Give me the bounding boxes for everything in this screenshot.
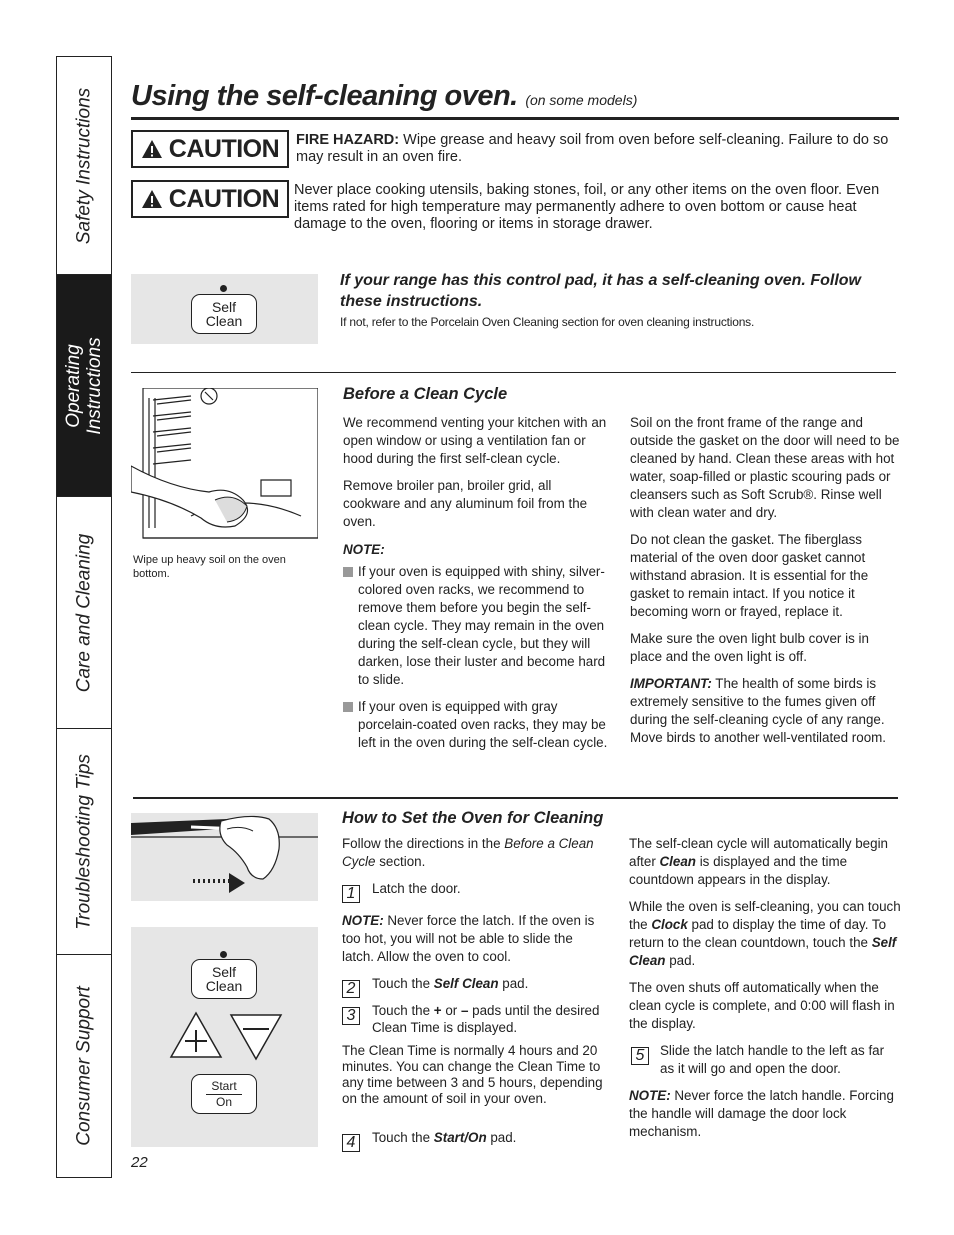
start-on-pad[interactable]: Start On (191, 1074, 257, 1114)
tab-operating-instructions[interactable] (57, 275, 111, 497)
paragraph: Soil on the front frame of the range and outside the gasket on the door will need to be cleaned by hand. Clean these areas with hot water, soap-filled or plastic scouring pads or cleansers such as Soft Scrub®. Rinse well with clean water and dry. (630, 415, 900, 520)
section-rule (131, 372, 896, 373)
paragraph: While the oven is self-cleaning, you can touch the Clock pad to display the time of day. To return to the clean countdown, touch the Self Clean pad. (629, 899, 901, 968)
bullet-square (343, 567, 353, 577)
paragraph: Remove broiler pan, broiler grid, all cookware and any aluminum foil from the oven. (343, 478, 588, 529)
self-clean-pad[interactable]: Self Clean (191, 294, 257, 334)
bullet-text: If your oven is equipped with gray porcelain-coated oven racks, they may be left in the oven during the self-clean cycle. (358, 699, 608, 750)
tab-care-and-cleaning[interactable] (57, 497, 111, 729)
paragraph: The oven shuts off automatically when the clean cycle is complete, and 0:00 will flash in the display. (629, 980, 895, 1031)
paragraph: We recommend venting your kitchen with an open window or using a ventilation fan or hood during the first self-clean cycle. (343, 415, 607, 466)
step-text: Latch the door. (372, 881, 461, 896)
important-note: IMPORTANT: The health of some birds is extremely sensitive to the fumes given off during the self-cleaning cycle of any range. Move birds to another well-ventilated room. (630, 676, 887, 745)
title-rule (131, 117, 899, 120)
illustration-caption: Wipe up heavy soil on the oven bottom. (133, 554, 286, 580)
control-pad-note: If not, refer to the Porcelain Oven Cleaning section for oven cleaning instructions. (340, 315, 755, 329)
paragraph: The Clean Time is normally 4 hours and 20 minutes. You can change the Clean Time to any time between 3 and 5 hours, depending on the amount of soil in your oven. (342, 1043, 603, 1106)
paragraph: Do not clean the gasket. The fiberglass material of the oven door gasket cannot withstand abrasion. It is essential for the gasket to remain intact. If you notice it becoming worn or frayed, replace it. (630, 532, 869, 619)
step-text: Touch the Start/On pad. (372, 1130, 517, 1145)
minus-pad[interactable] (229, 1013, 283, 1061)
page-subtitle: (on some models) (525, 92, 638, 108)
page-title: Using the self-cleaning oven. (on some models) (131, 80, 638, 112)
indicator-dot (220, 285, 227, 292)
plus-pad[interactable] (169, 1011, 223, 1059)
tab-label: Consumer Support (73, 986, 95, 1146)
note-label: NOTE: (343, 542, 385, 557)
section-heading: How to Set the Oven for Cleaning (342, 809, 604, 827)
section-rule (133, 797, 898, 799)
step-text: Touch the + or – pads until the desired Clean Time is displayed. (372, 1003, 600, 1035)
paragraph: The self-clean cycle will automatically begin after Clean is displayed and the time countdown appears in the display. (629, 836, 888, 887)
control-pads-panel (131, 927, 318, 1147)
tab-label: Operating Instructions (63, 336, 105, 435)
tab-label: Care and Cleaning (73, 533, 95, 692)
control-pad-panel (131, 274, 318, 344)
caution-label: CAUTION (131, 130, 289, 168)
caution-label: CAUTION (131, 180, 289, 218)
step-number: 2 (342, 980, 360, 998)
step-number: 5 (631, 1047, 649, 1065)
section-tabs (56, 56, 112, 1178)
latch-illustration (131, 813, 318, 901)
step-number: 3 (342, 1007, 360, 1025)
warning-icon (141, 189, 163, 209)
oven-wipe-illustration (131, 388, 318, 546)
step-text: Slide the latch handle to the left as far as it will go and open the door. (660, 1043, 885, 1076)
control-pad-heading: If your range has this control pad, it has a self-cleaning oven. Follow these instructions. (340, 272, 861, 310)
tab-consumer-support[interactable] (57, 955, 111, 1177)
step-text: Touch the Self Clean pad. (372, 976, 529, 991)
warning-icon (141, 139, 163, 159)
paragraph: Make sure the oven light bulb cover is in place and the oven light is off. (630, 631, 869, 664)
caution-text: FIRE HAZARD: Wipe grease and heavy soil from oven before self-cleaning. Failure to do so may result in an oven fire. (296, 132, 889, 165)
bullet-square (343, 702, 353, 712)
note: NOTE: Never force the latch handle. Forcing the handle will damage the door lock mechanism. (629, 1088, 894, 1139)
section-heading: Before a Clean Cycle (343, 385, 508, 403)
bullet-text: If your oven is equipped with shiny, silver-colored oven racks, we recommend to remove them before you begin the self-clean cycle. They may remain in the oven during the self-clean cycle, but they will darken, lose their luster and become hard to slide. (358, 564, 606, 687)
note: NOTE: Never force the latch. If the oven is too hot, you will not be able to slide the latch. Allow the oven to cool. (342, 913, 595, 964)
tab-label: Troubleshooting Tips (73, 753, 95, 930)
step-number: 4 (342, 1134, 360, 1152)
self-clean-pad[interactable]: Self Clean (191, 959, 257, 999)
tab-safety-instructions[interactable] (57, 57, 111, 275)
tab-troubleshooting-tips[interactable] (57, 729, 111, 955)
page-number: 22 (131, 1154, 148, 1171)
step-number: 1 (342, 885, 360, 903)
tab-label: Safety Instructions (73, 87, 95, 244)
paragraph: Follow the directions in the Before a Clean Cycle section. (342, 836, 594, 869)
indicator-dot (220, 951, 227, 958)
caution-text: Never place cooking utensils, baking stones, foil, or any other items on the oven floor. Even items rated for high temperature may permanently adhere to oven bottom or cause heat damage to the oven, flooring or items in storage drawer. (294, 182, 880, 232)
